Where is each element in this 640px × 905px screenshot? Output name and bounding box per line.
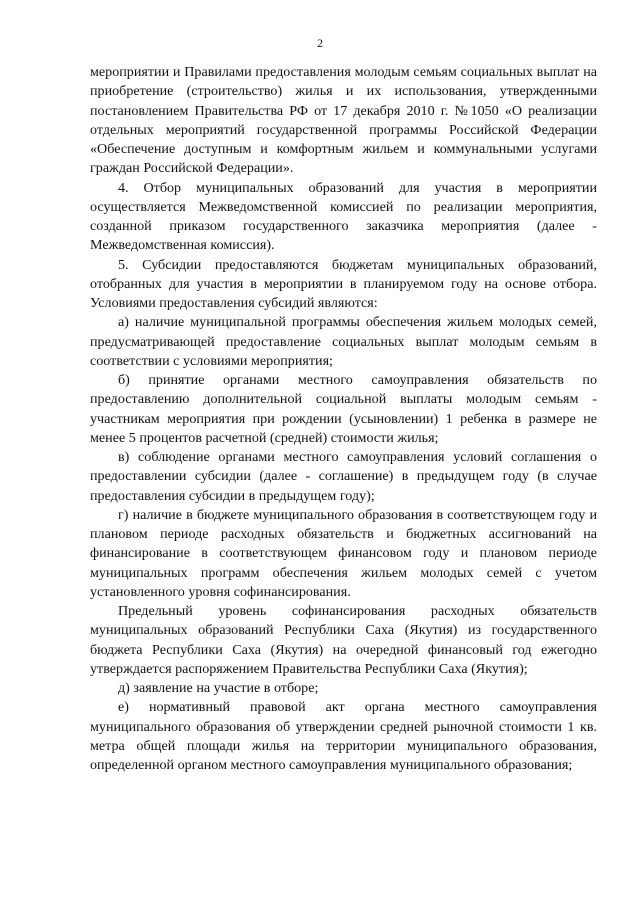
paragraph-continuation: мероприятии и Правилами предоставления молодым семьям социальных выплат на приобретение (строительство) жилья и их использования, утвержденными постановлением Правительства РФ от 17 декабря 2010 г. №1050 «О реализации отдельных мероприятий государственной программы Российской Федерации «Обеспечение доступным и комфортным жильем и коммунальными услугами граждан Российской Федерации». — [90, 64, 597, 177]
paragraph-cofinancing-level: Предельный уровень софинансирования расходных обязательств муниципальных образований Республики Саха (Якутия) из государственного бюджета Республики Саха (Якутия) на очередной финансовый год ежегодно утверждается распоряжением Правительства Республики Саха (Якутия); — [90, 603, 597, 677]
paragraph-item-4: 4. Отбор муниципальных образований для участия в мероприятии осуществляется Межведомственной комиссией по реализации мероприятия, созданной приказом государственного заказчика мероприятия (далее - Межведомственная комиссия). — [90, 179, 597, 254]
paragraph-condition-e: е) нормативный правовой акт органа местного самоуправления муниципального образования об утверждении средней рыночной стоимости 1 кв. метра общей площади жилья на территории муниципального образования, определенной органом местного самоуправления муниципального образования; — [90, 699, 597, 773]
paragraph-condition-a: а) наличие муниципальной программы обеспечения жильем молодых семей, предусматривающей предоставление социальных выплат молодым семьям в соответствии с условиями мероприятия; — [90, 314, 597, 369]
paragraph-condition-d: д) заявление на участие в отборе; — [118, 680, 319, 696]
paragraph-condition-g: г) наличие в бюджете муниципального образования в соответствующем году и плановом периоде расходных обязательств и бюджетных ассигнований на финансирование в соответствующем финансовом году и плановом периоде муниципальных программ обеспечения жильем молодых семей с учетом установленного уровня софинансирования. — [90, 506, 597, 600]
page-number: 2 — [317, 36, 323, 50]
paragraph-condition-v: в) соблюдение органами местного самоуправления условий соглашения о предоставлении субсидии (далее - соглашение) в предыдущем году (в случае предоставления субсидии в предыдущем году); — [90, 449, 597, 504]
paragraph-item-5: 5. Субсидии предоставляются бюджетам муниципальных образований, отобранных для участия в мероприятии в планируемом году на основе отбора. Условиями предоставления субсидий являются: — [90, 256, 597, 311]
document-body — [90, 63, 597, 775]
paragraph-condition-b: б) принятие органами местного самоуправления обязательств по предоставлению дополнительной социальной выплаты молодым семьям - участникам мероприятия при рождении (усыновлении) 1 ребенка в размере не менее 5 процентов расчетной (средней) стоимости жилья; — [90, 372, 597, 446]
